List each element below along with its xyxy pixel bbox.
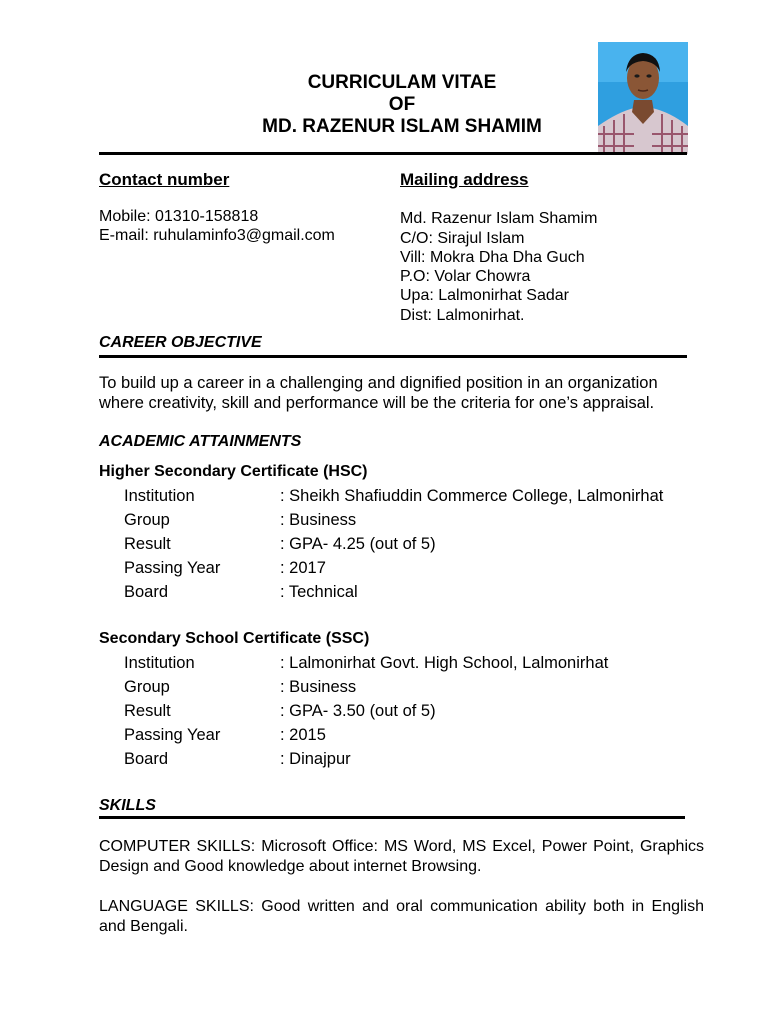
profile-photo [598,42,688,154]
hsc-row-label: Group [124,511,170,529]
mailing-line: C/O: Sirajul Islam [400,229,525,247]
hsc-row-label: Institution [124,487,195,505]
ssc-row-value: : Business [280,678,357,696]
mailing-line: Dist: Lalmonirhat. [400,306,525,324]
email-address: E-mail: ruhulaminfo3@gmail.com [99,227,335,244]
ssc-title: Secondary School Certificate (SSC) [99,630,370,647]
hsc-row-label: Board [124,583,169,601]
mailing-line: P.O: Volar Chowra [400,267,531,285]
career-objective-heading: CAREER OBJECTIVE [99,334,262,351]
cv-title: CURRICULAM VITAE [307,72,497,93]
header-divider [99,152,687,155]
mailing-heading: Mailing address [400,170,529,189]
mailing-line: Upa: Lalmonirhat Sadar [400,287,569,304]
ssc-row-label: Passing Year [124,726,221,744]
academic-heading: ACADEMIC ATTAINMENTS [99,433,302,450]
ssc-row-value: : Lalmonirhat Govt. High School, Lalmonirhat [280,654,609,672]
hsc-row-value: : Business [280,511,357,529]
mailing-line: Md. Razenur Islam Shamim [400,210,598,227]
ssc-row-value: : Dinajpur [280,750,351,768]
contact-heading: Contact number [99,170,230,189]
ssc-row-value: : GPA- 3.50 (out of 5) [280,702,436,720]
ssc-row-label: Board [124,750,169,768]
hsc-row-value: : Technical [280,583,358,601]
hsc-title: Higher Secondary Certificate (HSC) [99,463,368,480]
hsc-row-label: Passing Year [124,559,221,577]
cv-name: MD. RAZENUR ISLAM SHAMIM [262,116,542,137]
ssc-row-label: Institution [124,654,195,672]
hsc-row-value: : GPA- 4.25 (out of 5) [280,535,436,553]
cv-title-of: OF [388,94,416,115]
mailing-line: Vill: Mokra Dha Dha Guch [400,249,585,266]
hsc-row-value: : 2017 [280,559,326,577]
career-divider [99,355,687,358]
hsc-row-value: : Sheikh Shafiuddin Commerce College, Lalmonirhat [280,487,664,505]
ssc-row-value: : 2015 [280,726,326,744]
ssc-row-label: Result [124,702,171,720]
mobile-number: Mobile: 01310-158818 [99,208,259,225]
career-objective-text: where creativity, skill and performance will be the criteria for one’s appraisal. [99,394,655,412]
hsc-row-label: Result [124,535,171,553]
computer-skills-text: COMPUTER SKILLS: Microsoft Office: MS Word, MS Excel, Power Point, Graphics Design and Good knowledge about internet Browsing. [99,838,704,875]
career-objective-text: To build up a career in a challenging and dignified position in an organization [99,374,658,392]
ssc-row-label: Group [124,678,170,696]
language-skills-text: LANGUAGE SKILLS: Good written and oral communication ability both in English and Bengali. [99,898,704,935]
skills-divider [99,816,685,819]
skills-heading: SKILLS [99,797,156,814]
